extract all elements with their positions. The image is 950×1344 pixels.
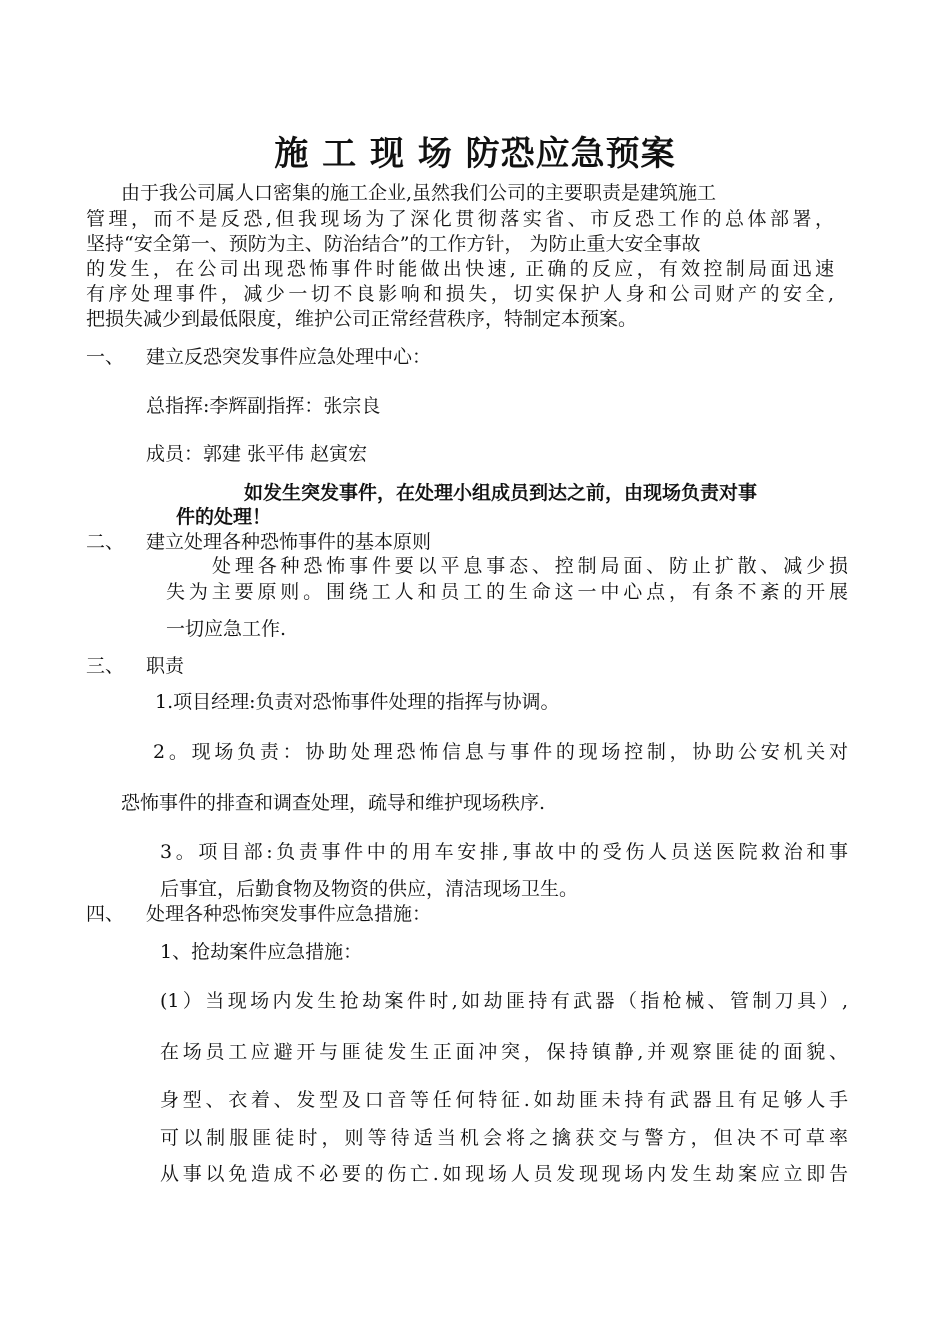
document-title: 施 工 现 场 防恐应急预案 bbox=[274, 134, 676, 174]
duty-item-1: 1.项目经理:负责对恐怖事件处理的指挥与协调。 bbox=[155, 691, 560, 713]
robbery-para-line-1: (1）当现场内发生抢劫案件时,如劫匪持有武器（指枪械、管制刀具）, bbox=[160, 990, 848, 1012]
duty-item-2-line-2: 恐怖事件的排查和调查处理，疏导和维护现场秩序. bbox=[121, 792, 546, 814]
section-4-heading: 处理各种恐怖突发事件应急措施： bbox=[146, 903, 432, 925]
intro-line-3: 坚持“安全第一、预防为主、防治结合”的工作方针， 为防止重大安全事故 bbox=[86, 233, 701, 255]
section-2-body-2: 失为主要原则。围绕工人和员工的生命这一中心点，有条不紊的开展 bbox=[166, 581, 848, 603]
section-2-body-3: 一切应急工作. bbox=[166, 618, 287, 640]
duty-item-3-line-1: 3。项目部:负责事件中的用车安排,事故中的受伤人员送医院救治和事 bbox=[160, 841, 848, 863]
intro-line-2: 管理，而不是反恐,但我现场为了深化贯彻落实省、市反恐工作的总体部署， bbox=[86, 208, 834, 230]
robbery-para-line-4: 可以制服匪徒时，则等待适当机会将之擒获交与警方，但决不可草率 bbox=[160, 1127, 848, 1149]
commander-line: 总指挥:李辉副指挥：张宗良 bbox=[146, 395, 381, 417]
section-2-heading: 建立处理各种恐怖事件的基本原则 bbox=[146, 531, 432, 553]
notice-line-2: 件的处理！ bbox=[176, 506, 272, 528]
section-4-number: 四、 bbox=[86, 903, 125, 925]
section-2-number: 二、 bbox=[86, 531, 125, 553]
section-3-heading: 职责 bbox=[146, 655, 185, 677]
section-1-heading: 建立反恐突发事件应急处理中心： bbox=[146, 346, 432, 368]
robbery-subheading: 1、抢劫案件应急措施： bbox=[160, 941, 363, 963]
intro-line-1: 由于我公司属人口密集的施工企业,虽然我们公司的主要职责是建筑施工 bbox=[121, 182, 717, 204]
robbery-para-line-3: 身型、衣着、发型及口音等任何特征.如劫匪未持有武器且有足够人手 bbox=[160, 1089, 848, 1111]
intro-line-6: 把损失减少到最低限度，维护公司正常经营秩序，特制定本预案。 bbox=[86, 308, 638, 330]
section-1-number: 一、 bbox=[86, 346, 125, 368]
intro-line-5: 有序处理事件，减少一切不良影响和损失，切实保护人身和公司财产的安全, bbox=[86, 283, 834, 305]
duty-item-2-line-1: 2。现场负责：协助处理恐怖信息与事件的现场控制，协助公安机关对 bbox=[153, 741, 848, 763]
robbery-para-line-2: 在场员工应避开与匪徒发生正面冲突，保持镇静,并观察匪徒的面貌、 bbox=[160, 1041, 848, 1063]
notice-line-1: 如发生突发事件，在处理小组成员到达之前，由现场负责对事 bbox=[244, 482, 758, 504]
section-3-number: 三、 bbox=[86, 655, 125, 677]
robbery-para-line-5: 从事以免造成不必要的伤亡.如现场人员发现现场内发生劫案应立即告 bbox=[160, 1163, 848, 1185]
intro-line-4: 的发生，在公司出现恐怖事件时能做出快速, 正确的反应，有效控制局面迅速 bbox=[86, 258, 834, 280]
section-2-body-1: 处理各种恐怖事件要以平息事态、控制局面、防止扩散、减少损 bbox=[212, 555, 848, 577]
members-line: 成员：郭建 张平伟 赵寅宏 bbox=[146, 443, 368, 465]
duty-item-3-line-2: 后事宜，后勤食物及物资的供应，清洁现场卫生。 bbox=[160, 878, 579, 900]
